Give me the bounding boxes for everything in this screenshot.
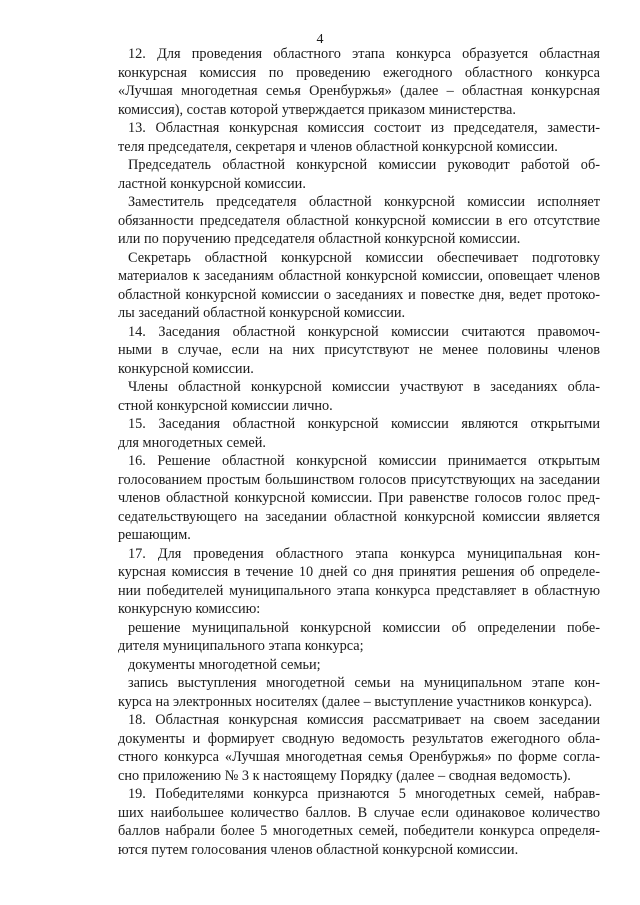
text-line: комиссия), состав которой утверждается приказом министерства. xyxy=(118,101,516,118)
paragraph xyxy=(118,45,600,119)
paragraph xyxy=(118,193,600,249)
text-line: 13. Областная конкурсная комиссия состоит из председателя, замести- xyxy=(128,120,600,136)
text-line: стного конкурса «Лучшая многодетная семья Оренбуржья» по форме согла- xyxy=(118,749,600,765)
text-line: курса на электронных носителях (далее – выступление участников конкурса). xyxy=(118,693,593,710)
text-line: баллов набрали более 5 многодетных семей, победители конкурса определя- xyxy=(118,823,600,839)
text-line: седательствующего на заседании областной конкурсной комиссии является xyxy=(118,508,600,525)
text-line: конкурсная комиссия по проведению ежегодного областного конкурса xyxy=(118,64,600,81)
text-line: 14. Заседания областной конкурсной комиссии считаются правомоч- xyxy=(128,323,600,340)
text-line: 12. Для проведения областного этапа конкурса образуется областная xyxy=(128,46,600,62)
text-line: материалов к заседаниям областной конкурсной комиссии, оповещает членов xyxy=(118,268,600,284)
text-line: ластной конкурсной комиссии. xyxy=(118,175,306,192)
text-line: документы многодетной семьи; xyxy=(128,656,321,673)
paragraph xyxy=(118,674,600,711)
text-line: теля председателя, секретаря и членов областной конкурсной комиссии. xyxy=(118,138,558,155)
page-number: 4 xyxy=(316,32,324,47)
text-line: Председатель областной конкурсной комиссии руководит работой об- xyxy=(128,157,600,173)
text-line: курсная комиссия в течение 10 дней со дня принятия решения об определе- xyxy=(118,564,600,580)
paragraph xyxy=(118,156,600,193)
text-line: областной конкурсной комиссии о заседаниях и повестке дня, ведет протоко- xyxy=(118,286,600,303)
text-line: ными в случае, если на них присутствуют не менее половины членов xyxy=(118,342,600,358)
text-line: ших наибольшее количество баллов. В случае если одинаковое количество xyxy=(118,804,600,821)
text-line: конкурсную комиссию: xyxy=(118,601,261,617)
text-line: запись выступления многодетной семьи на муниципальном этапе кон- xyxy=(128,675,600,691)
text-line: для многодетных семей. xyxy=(118,434,266,451)
text-line: 19. Победителями конкурса признаются 5 многодетных семей, набрав- xyxy=(128,786,600,802)
text-line: 17. Для проведения областного этапа конкурса муниципальная кон- xyxy=(128,545,600,562)
paragraph xyxy=(118,323,600,379)
text-line: членов областной конкурсной комиссии. При равенстве голосов голос пред- xyxy=(118,490,600,506)
paragraph xyxy=(118,545,600,619)
text-line: дителя муниципального этапа конкурса; xyxy=(118,638,364,654)
text-line: 16. Решение областной конкурсной комиссии принимается открытым xyxy=(128,453,600,469)
text-line: Заместитель председателя областной конкурсной комиссии исполняет xyxy=(128,194,600,210)
text-line: конкурсной комиссии. xyxy=(118,360,254,377)
paragraph xyxy=(118,452,600,545)
text-line: стной конкурсной комиссии лично. xyxy=(118,397,333,414)
text-line: нии победителей муниципального этапа конкурса представляет в областную xyxy=(118,582,600,599)
text-line: сно приложению № 3 к настоящему Порядку (далее – сводная ведомость). xyxy=(118,767,571,784)
paragraph xyxy=(118,711,600,785)
paragraph xyxy=(118,249,600,323)
text-line: обязанности председателя областной конкурсной комиссии в его отсутствие xyxy=(118,212,600,229)
paragraph xyxy=(118,378,600,415)
text-line: ются путем голосования членов областной конкурсной комиссии. xyxy=(118,841,519,858)
paragraph xyxy=(118,656,600,675)
text-line: голосованием простым большинством голосов присутствующих на заседании xyxy=(118,471,600,488)
text-line: документы и формирует сводную ведомость результатов ежегодного обла- xyxy=(118,730,600,747)
paragraph xyxy=(118,119,600,156)
text-line: лы заседаний областной конкурсной комиссии. xyxy=(118,305,406,321)
text-line: решение муниципальной конкурсной комиссии об определении побе- xyxy=(128,619,600,636)
text-line: или по поручению председателя областной конкурсной комиссии. xyxy=(118,231,521,247)
paragraph xyxy=(118,619,600,656)
text-line: Члены областной конкурсной комиссии участвуют в заседаниях обла- xyxy=(128,379,600,395)
document-body xyxy=(118,45,600,859)
text-line: 15. Заседания областной конкурсной комиссии являются открытыми xyxy=(128,416,600,432)
text-line: «Лучшая многодетная семья Оренбуржья» (далее – областная конкурсная xyxy=(118,83,600,99)
text-line: решающим. xyxy=(118,527,191,543)
text-line: Секретарь областной конкурсной комиссии обеспечивает подготовку xyxy=(128,249,600,266)
paragraph xyxy=(118,415,600,452)
text-line: 18. Областная конкурсная комиссия рассматривает на своем заседании xyxy=(128,712,600,728)
paragraph xyxy=(118,785,600,859)
